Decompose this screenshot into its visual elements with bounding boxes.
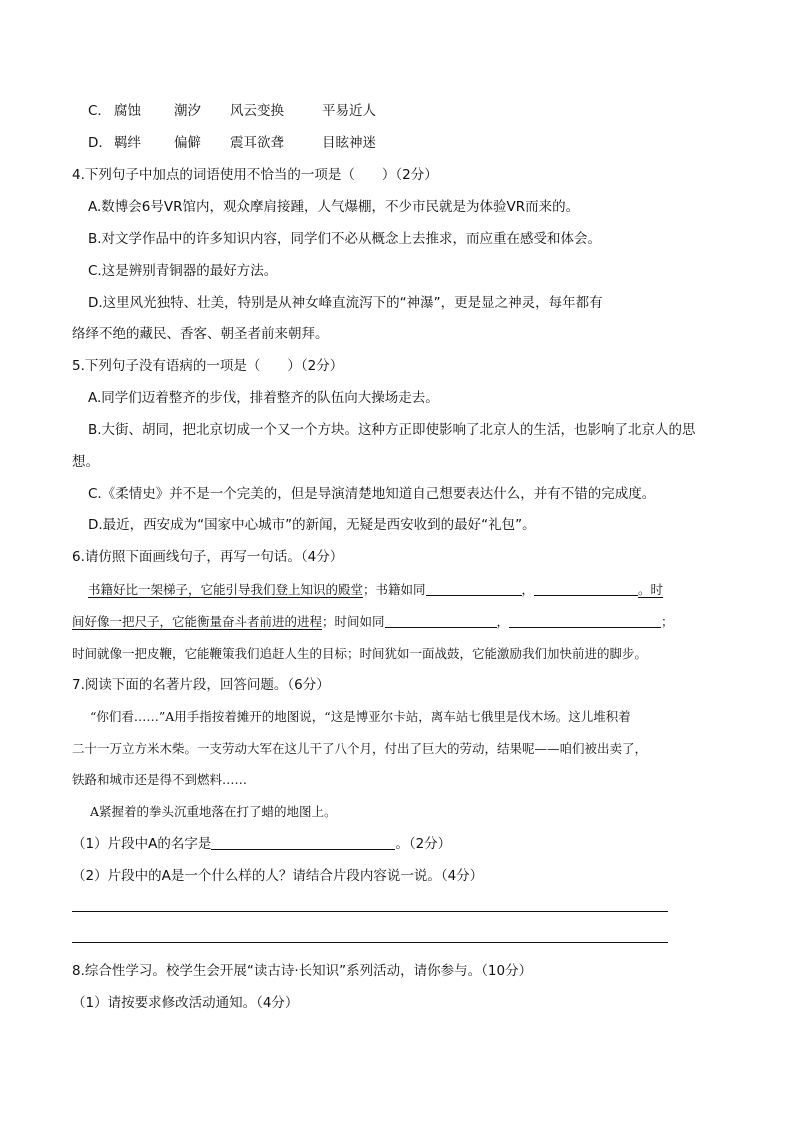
question-6-line-3: 时间就像一把皮鞭，它能鞭策我们追赶人生的目标；时间犹如一面战鼓，它能激励我们加快前进的脚步。 — [72, 646, 648, 661]
answer-blank[interactable] — [534, 581, 638, 596]
answer-blank[interactable] — [426, 581, 522, 596]
option-word: 目眩神迷 — [322, 135, 376, 151]
question-7-stem: 7.阅读下面的名著片段，回答问题。（6分） — [72, 677, 330, 693]
sentence-text: ；书籍如同 — [363, 582, 426, 597]
question-6-line-2 — [72, 612, 674, 632]
answer-line[interactable] — [72, 911, 668, 912]
option-word: 震耳欲聋 — [230, 135, 284, 151]
question-5-option-a: A.同学们迈着整齐的步伐，排着整齐的队伍向大操场走去。 — [88, 390, 439, 406]
question-4-option-c: C.这是辨别青铜器的最好方法。 — [88, 263, 278, 279]
sub-question-score: 。（2分） — [395, 836, 452, 852]
option-word: 偏僻 — [174, 135, 201, 151]
option-word: 平易近人 — [322, 103, 376, 119]
option-word: 风云变换 — [230, 103, 284, 119]
option-word: 潮汐 — [174, 103, 201, 119]
question-4-option-d: D.这里风光独特、壮美，特别是从神女峰直流泻下的“神瀑”，更是显之神灵，每年都有 — [88, 295, 603, 311]
underlined-sentence: 间好像一把尺子，它能衡量奋斗者前进的进程 — [72, 614, 323, 629]
option-word: 腐蚀 — [114, 103, 141, 119]
answer-blank[interactable] — [211, 835, 395, 850]
question-8-sub-1: （1）请按要求修改活动通知。（4分） — [72, 995, 299, 1011]
passage-line: 二十一万立方米木柴。一支劳动大军在这儿干了八个月，付出了巨大的劳动，结果呢——咱们被出卖了， — [72, 741, 648, 756]
question-4-stem: 4.下列句子中加点的词语使用不恰当的一项是（ ）（2分） — [72, 167, 438, 183]
question-5-stem: 5.下列句子没有语病的一项是（ ）（2分） — [72, 358, 344, 374]
question-5-option-c: C.《柔情史》并不是一个完美的，但是导演清楚地知道自己想要表达什么，并有不错的完成度。 — [88, 486, 656, 502]
question-7-sub-2: （2）片段中的A是一个什么样的人？请结合片段内容说一说。（4分） — [72, 868, 484, 884]
question-4-option-b: B.对文学作品中的许多知识内容，同学们不必从概念上去推求，而应重在感受和体会。 — [88, 231, 602, 247]
question-4-option-d-cont: 络绎不绝的藏民、香客、朝圣者前来朝拜。 — [72, 326, 329, 342]
question-5-option-b-cont: 想。 — [72, 454, 99, 470]
question-6-line-1 — [88, 580, 663, 600]
punctuation: ； — [661, 614, 674, 629]
sentence-text: ；时间如同 — [322, 614, 385, 629]
passage-line: 铁路和城市还是得不到燃料…… — [72, 772, 248, 787]
option-letter: D. — [88, 135, 103, 151]
answer-blank[interactable] — [509, 613, 661, 628]
passage-line: “你们看……”A用手指按着摊开的地图说，“这是博亚尔卡站，离车站七俄里是伐木场。这儿堆积着 — [90, 709, 631, 724]
answer-blank[interactable] — [385, 613, 497, 628]
question-6-stem: 6.请仿照下面画线句子，再写一句话。（4分） — [72, 549, 344, 565]
question-5-option-b: B.大街、胡同，把北京切成一个又一个方块。这种方正即使影响了北京人的生活，也影响了北京人的思 — [88, 422, 696, 438]
option-word: 羁绊 — [114, 135, 141, 151]
sub-question-text: （1）片段中A的名字是 — [72, 836, 212, 852]
question-4-option-a: A.数博会6号VR馆内，观众摩肩接踵，人气爆棚，不少市民就是为体验VR而来的。 — [88, 199, 580, 215]
punctuation: ， — [521, 582, 535, 597]
question-5-option-d: D.最近，西安成为“国家中心城市”的新闻，无疑是西安收到的最好“礼包”。 — [88, 517, 536, 533]
question-7-sub-1 — [72, 834, 451, 854]
underlined-sentence: 书籍好比一架梯子，它能引导我们登上知识的殿堂 — [88, 582, 364, 597]
option-c-row — [88, 101, 376, 121]
option-letter: C. — [88, 103, 102, 119]
passage-line: A紧握着的拳头沉重地落在打了蜡的地图上。 — [90, 804, 337, 819]
underlined-sentence-continued: 。时 — [638, 582, 664, 597]
option-d-row — [88, 133, 376, 153]
answer-line[interactable] — [72, 942, 668, 943]
question-8-stem: 8.综合性学习。校学生会开展“读古诗·长知识”系列活动，请你参与。（10分） — [72, 963, 533, 979]
punctuation: ， — [496, 614, 510, 629]
